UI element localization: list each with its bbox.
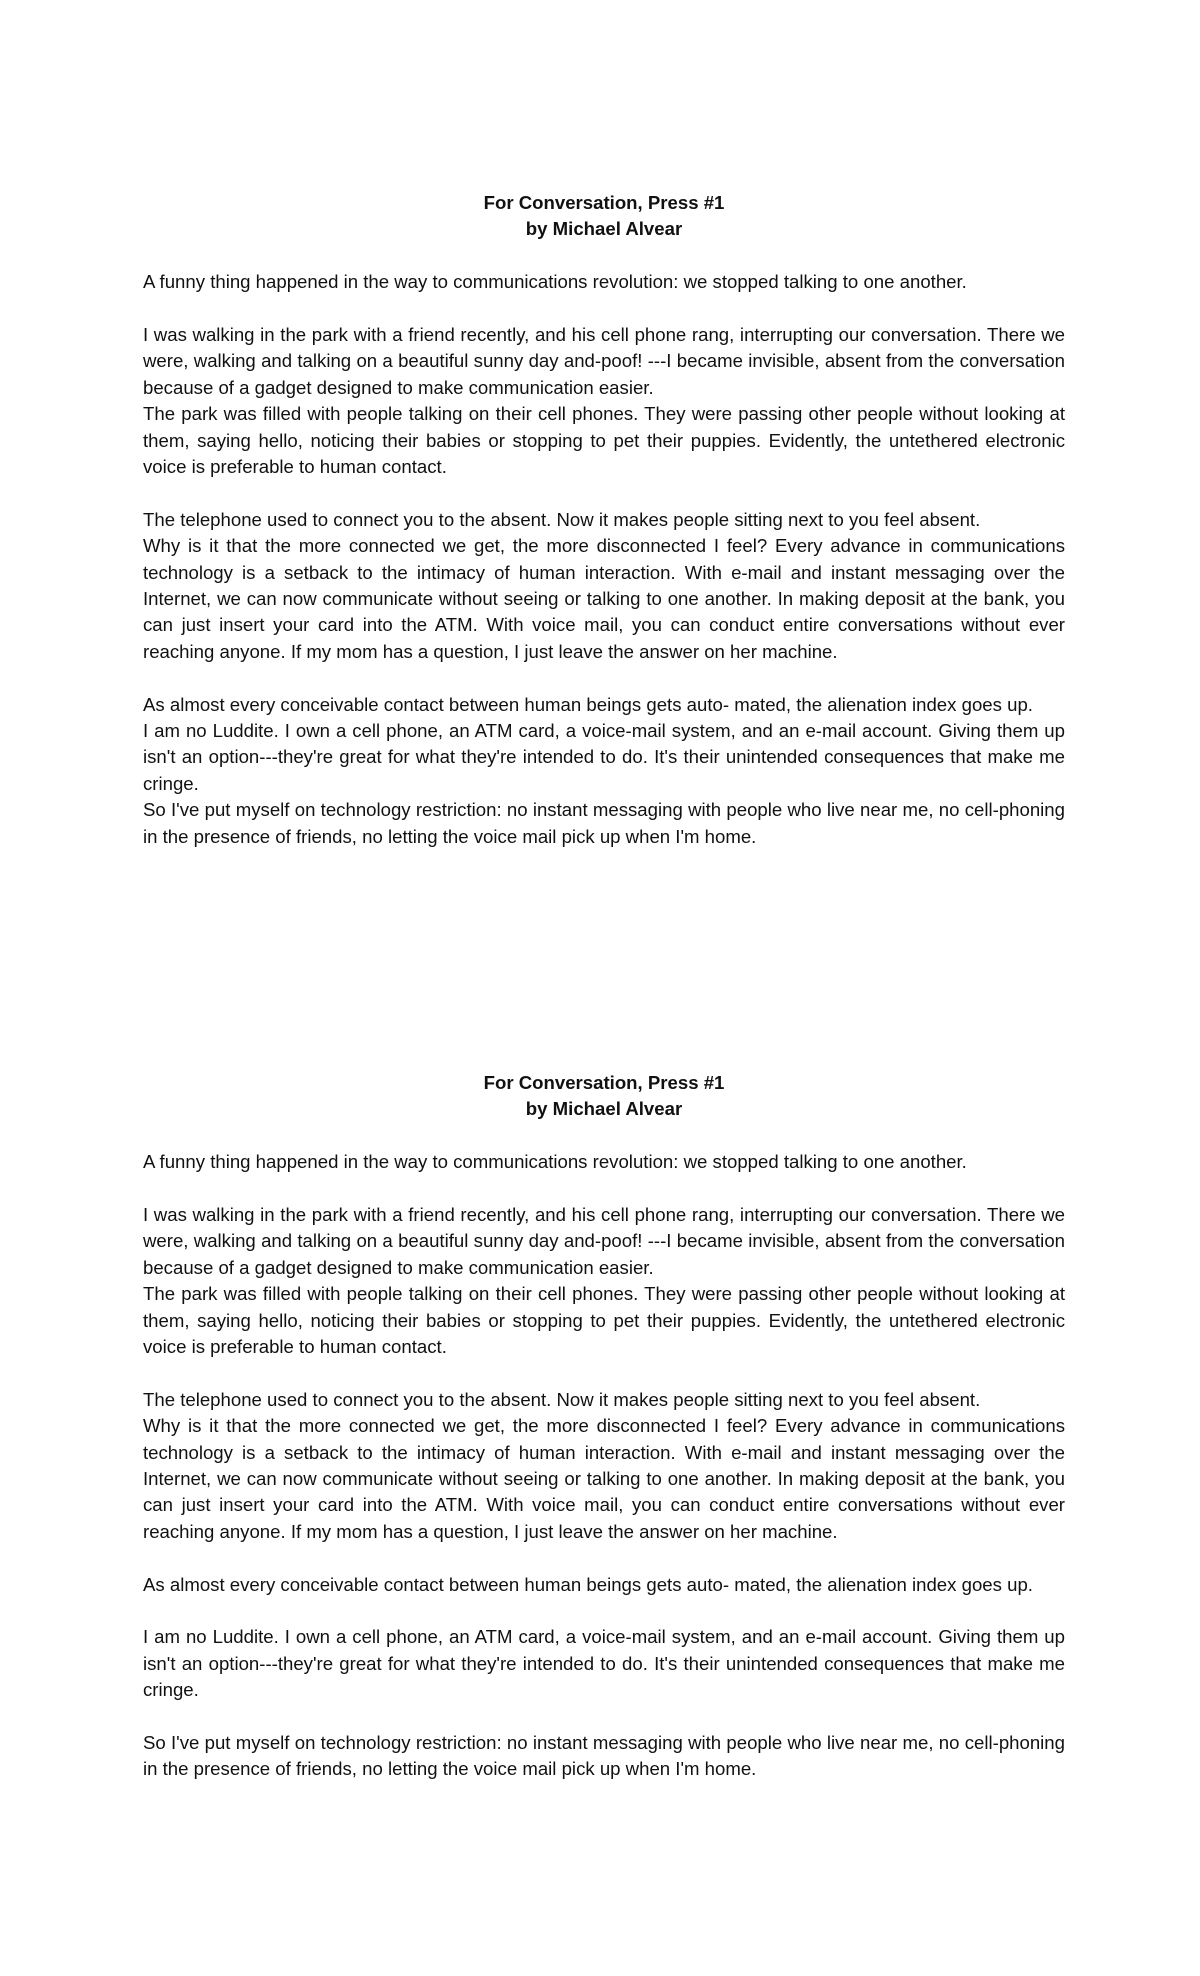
paragraph-telephone: The telephone used to connect you to the absent. Now it makes people sitting next to you feel absent. [143, 508, 981, 530]
paragraph-alienation: As almost every conceivable contact between human beings gets auto- mated, the alienation index goes up. [143, 1573, 1033, 1595]
paragraph-group-park [143, 1202, 1065, 1360]
paragraph-group-park [143, 322, 1065, 480]
article-title: For Conversation, Press #1 [483, 192, 725, 213]
paragraph-park: The park was filled with people talking on their cell phones. They were passing other people without looking at them, saying hello, noticing their babies or stopping to pet their puppies. Evidently, the untethered electronic voice is preferable to human contact. [143, 403, 1065, 478]
paragraph-group-telephone [143, 507, 1065, 665]
article-author: by Michael Alvear [525, 1098, 683, 1120]
paragraph-connected: Why is it that the more connected we get, the more disconnected I feel? Every advance in communications technology is a setback to the intimacy of human interaction. With e-mail and instant messaging over the Internet, we can now communicate without seeing or talking to one another. In making deposit at the bank, you can just insert your card into the ATM. With voice mail, you can conduct entire conversations without ever reaching anyone. If my mom has a question, I just leave the answer on her machine. [143, 1415, 1065, 1542]
paragraph-park: The park was filled with people talking on their cell phones. They were passing other people without looking at them, saying hello, noticing their babies or stopping to pet their puppies. Evidently, the untethered electronic voice is preferable to human contact. [143, 1283, 1065, 1358]
paragraph-restriction: So I've put myself on technology restriction: no instant messaging with people who live near me, no cell-phoning in the presence of friends, no letting the voice mail pick up when I'm home. [143, 1732, 1065, 1780]
lead-paragraph: A funny thing happened in the way to communications revolution: we stopped talking to one another. [143, 271, 967, 293]
paragraph-walking: I was walking in the park with a friend recently, and his cell phone rang, interrupting our conversation. There we were, walking and talking on a beautiful sunny day and-poof! ---I became invisible, absent from the conversation because of a gadget designed to make communication easier. [143, 324, 1065, 398]
paragraph-group-alienation [143, 692, 1065, 850]
paragraph-connected: Why is it that the more connected we get, the more disconnected I feel? Every advance in communications technology is a setback to the intimacy of human interaction. With e-mail and instant messaging over the Internet, we can now communicate without seeing or talking to one another. In making deposit at the bank, you can just insert your card into the ATM. With voice mail, you can conduct entire conversations without ever reaching anyone. If my mom has a question, I just leave the answer on her machine. [143, 535, 1065, 662]
article-title: For Conversation, Press #1 [483, 1072, 725, 1093]
paragraph-luddite: I am no Luddite. I own a cell phone, an ATM card, a voice-mail system, and an e-mail account. Giving them up isn't an option---they're great for what they're intended to do. It's their unintended consequences that make me cringe. [143, 1626, 1065, 1701]
paragraph-luddite: I am no Luddite. I own a cell phone, an ATM card, a voice-mail system, and an e-mail account. Giving them up isn't an option---they're great for what they're intended to do. It's their unintended consequences that make me cringe. [143, 720, 1065, 794]
article-first [143, 190, 1065, 850]
paragraph-restriction: So I've put myself on technology restriction: no instant messaging with people who live near me, no cell-phoning in the presence of friends, no letting the voice mail pick up when I'm home. [143, 799, 1065, 847]
article-second [143, 1070, 1065, 1783]
paragraph-telephone: The telephone used to connect you to the absent. Now it makes people sitting next to you feel absent. [143, 1388, 981, 1410]
paragraph-walking: I was walking in the park with a friend recently, and his cell phone rang, interrupting our conversation. There we were, walking and talking on a beautiful sunny day and-poof! ---I became invisible, absent from the conversation because of a gadget designed to make communication easier. [143, 1204, 1065, 1278]
paragraph-group-alienation [143, 1572, 1065, 1783]
paragraph-group-telephone [143, 1387, 1065, 1545]
article-author: by Michael Alvear [525, 218, 683, 240]
lead-paragraph: A funny thing happened in the way to communications revolution: we stopped talking to one another. [143, 1151, 967, 1173]
paragraph-alienation: As almost every conceivable contact between human beings gets auto- mated, the alienation index goes up. [143, 693, 1033, 715]
